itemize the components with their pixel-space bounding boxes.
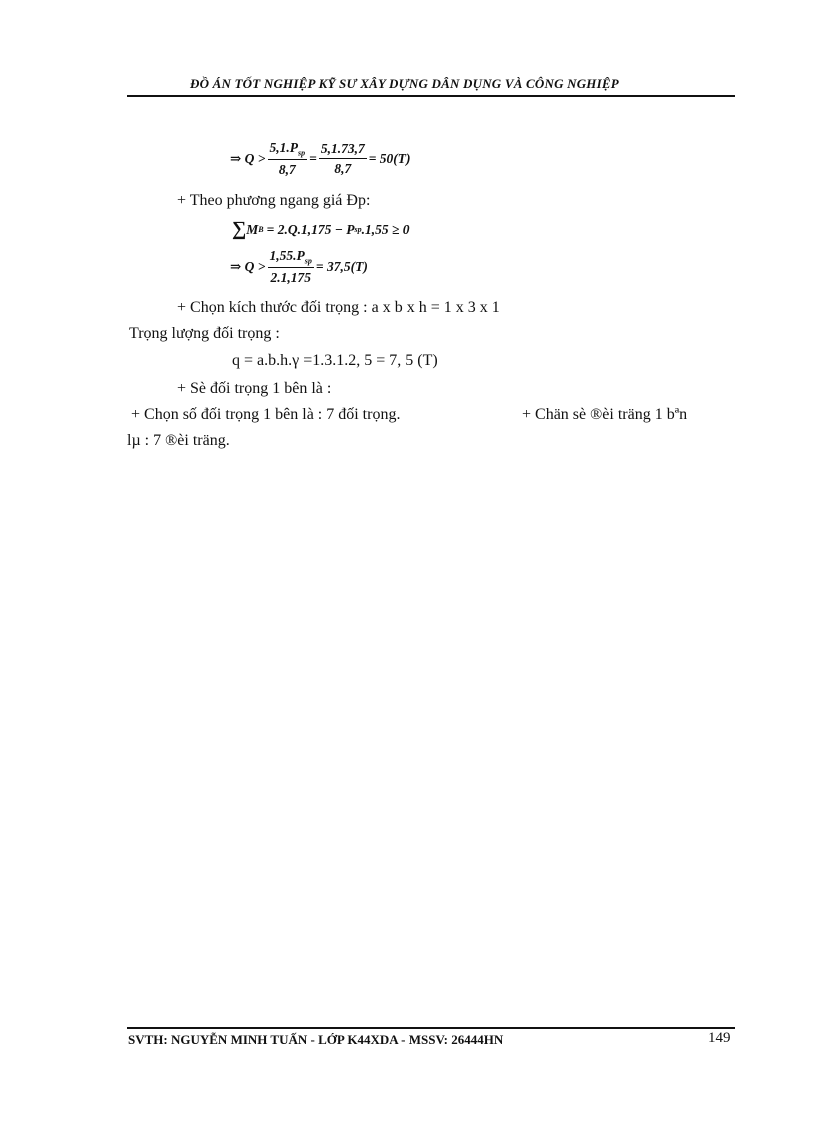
eq3-fraction [268, 248, 314, 286]
page-number: 149 [708, 1030, 731, 1046]
eq1-sub1: sp [298, 148, 306, 158]
line-la-7-doi-trong: lµ : 7 ®èi träng. [127, 432, 230, 449]
eq3-num: 1,55.P [269, 248, 305, 263]
eq2-m: M [246, 221, 259, 237]
line-theo-phuong-ngang: + Theo phương ngang giá Đp: [177, 192, 371, 209]
page-header-title: ĐỒ ÁN TỐT NGHIỆP KỸ SƯ XÂY DỰNG DÂN DỤNG VÀ CÔNG NGHIỆP [190, 76, 619, 91]
eq1-num1: 5,1.P [269, 140, 299, 155]
line-chan-se-doi-trong: + Chän sè ®èi träng 1 bªn [522, 406, 688, 423]
equation-q-lower-bound-1 [230, 140, 411, 178]
footer-student-info: SVTH: NGUYỄN MINH TUẤN - LỚP K44XDA - MSSV: 26444HN [128, 1032, 504, 1047]
eq1-den2: 8,7 [334, 160, 352, 176]
footer-rule [127, 1027, 735, 1029]
header-rule [127, 95, 735, 97]
line-chon-kich-thuoc: + Chọn kích thước đối trọng : a x b x h = 1 x 3 x 1 [177, 299, 500, 316]
line-q-formula: q = a.b.h.γ =1.3.1.2, 5 = 7, 5 (T) [232, 352, 438, 369]
line-chon-so-doi-trong: + Chọn số đối trọng 1 bên là : 7 đối trọng. [131, 406, 401, 423]
eq1-den1: 8,7 [278, 161, 296, 177]
eq1-num2: 5,1.73,7 [319, 141, 367, 159]
eq3-lhs: ⇒ Q > [230, 258, 266, 274]
line-trong-luong: Trọng lượng đối trọng : [129, 325, 280, 342]
equation-moment-sum [232, 218, 410, 241]
eq3-den: 2.1,175 [270, 269, 311, 285]
eq1-lhs: ⇒ Q > [230, 150, 266, 166]
eq1-rhs: = 50(T) [368, 150, 411, 166]
eq2-msub: B [258, 225, 264, 234]
eq3-sub: sp [304, 256, 312, 266]
eq1-fraction-2 [319, 141, 367, 177]
eq1-fraction-1 [268, 140, 308, 178]
equation-q-lower-bound-2 [230, 248, 368, 286]
sum-symbol: ∑ [232, 218, 247, 240]
eq2-body: = 2.Q.1,175 − P [266, 221, 355, 237]
eq3-rhs: = 37,5(T) [315, 258, 368, 274]
eq2-psub: sp [354, 225, 362, 234]
eq2-tail: .1,55 ≥ 0 [361, 221, 410, 237]
eq1-equals: = [309, 150, 317, 166]
line-so-doi-trong: + Sè đối trọng 1 bên là : [177, 380, 332, 397]
